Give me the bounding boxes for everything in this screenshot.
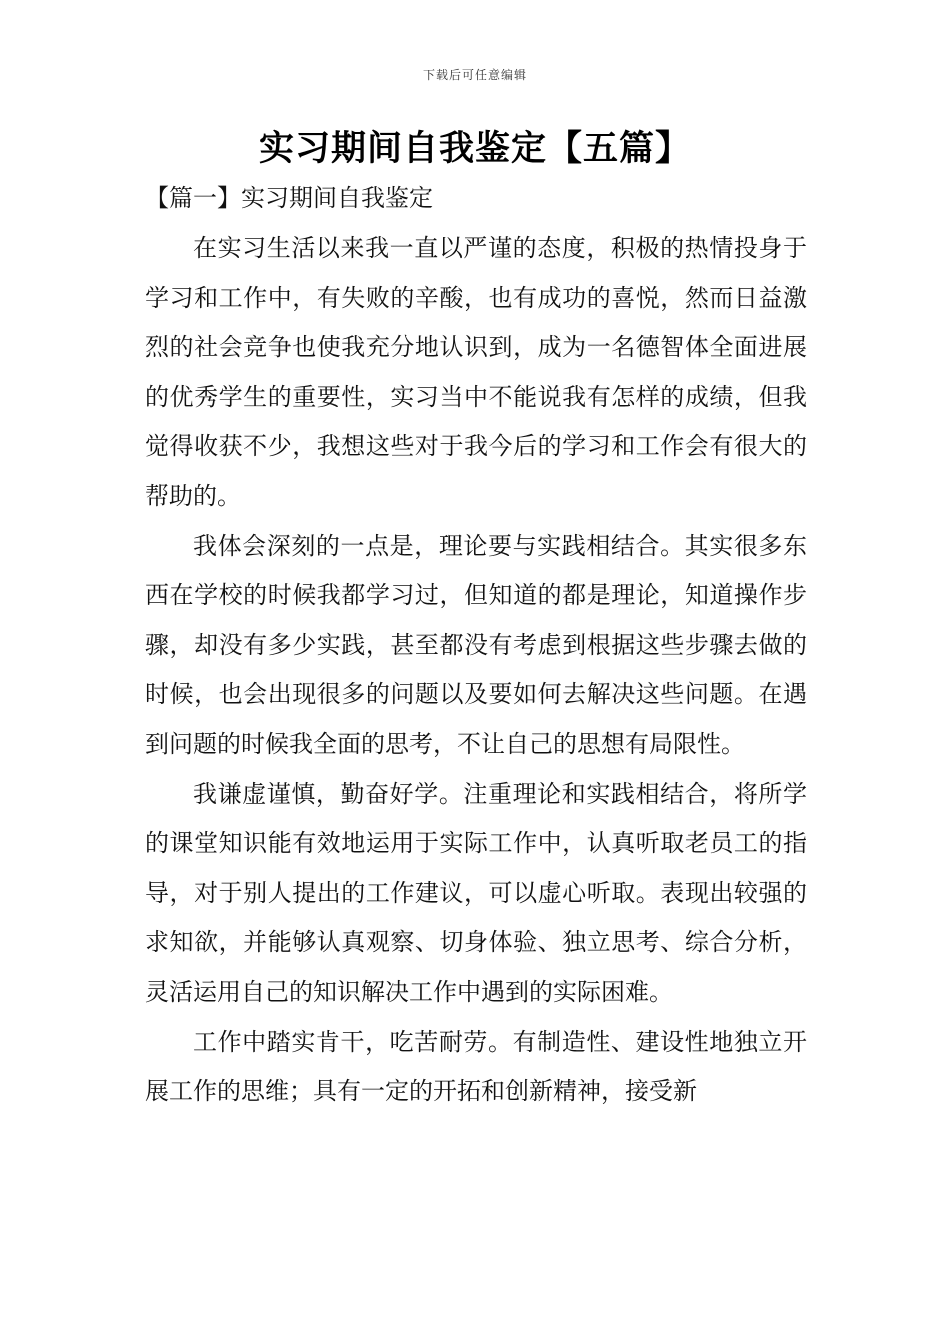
document-body xyxy=(145,224,807,1117)
document-title: 实习期间自我鉴定【五篇】 xyxy=(258,128,691,169)
paragraph-3: 我谦虚谨慎，勤奋好学。注重理论和实践相结合，将所学的课堂知识能有效地运用于实际工作中，认真听取老员工的指导，对于别人提出的工作建议，可以虚心听取。表现出较强的求知欲，并能够认真观察、切身体验、独立思考、综合分析，灵活运用自己的知识解决工作中遇到的实际困难。 xyxy=(145,779,807,1006)
header-note: 下载后可任意编辑 xyxy=(422,68,527,82)
section-heading: 【篇一】实习期间自我鉴定 xyxy=(145,184,433,212)
paragraph-2: 我体会深刻的一点是，理论要与实践相结合。其实很多东西在学校的时候我都学习过，但知道的都是理论，知道操作步骤，却没有多少实践，甚至都没有考虑到根据这些步骤去做的时候，也会出现很多的问题以及要如何去解决这些问题。在遇到问题的时候我全面的思考，不让自己的思想有局限性。 xyxy=(145,531,807,758)
paragraph-4: 工作中踏实肯干，吃苦耐劳。有制造性、建设性地独立开展工作的思维；具有一定的开拓和创新精神，接受新 xyxy=(145,1027,807,1106)
paragraph-1: 在实习生活以来我一直以严谨的态度，积极的热情投身于学习和工作中，有失败的辛酸，也有成功的喜悦，然而日益激烈的社会竞争也使我充分地认识到，成为一名德智体全面进展的优秀学生的重要性，实习当中不能说我有怎样的成绩，但我觉得收获不少，我想这些对于我今后的学习和工作会有很大的帮助的。 xyxy=(145,234,807,510)
